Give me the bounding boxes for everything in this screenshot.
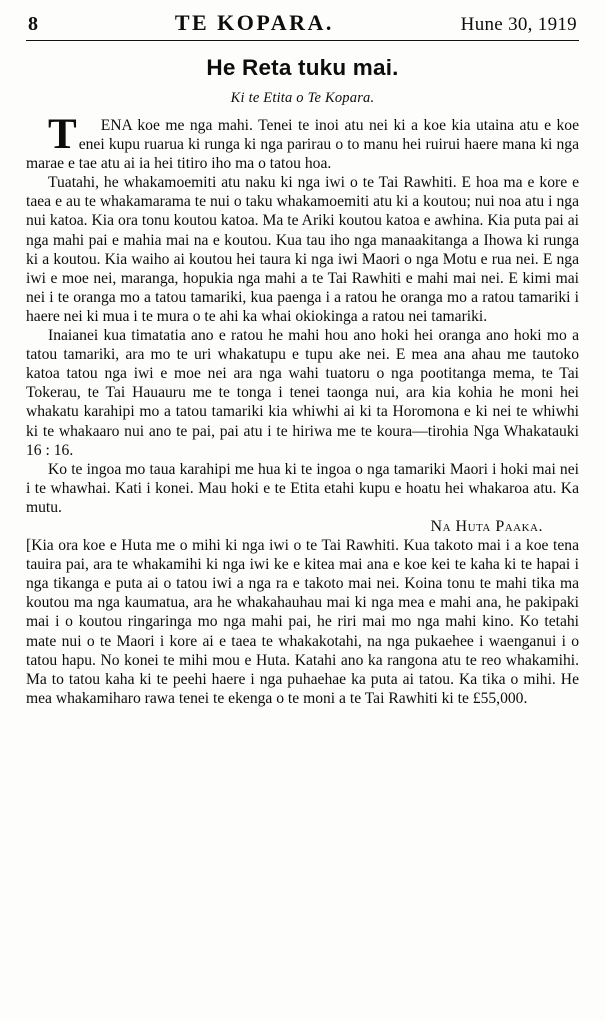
- drop-cap: T: [48, 111, 77, 158]
- paragraph-3: Inaianei kua timatatia ano e ratou he mahi hou ano hoki hei oranga ano hoki mo a tatou tamariki, ara mo te uri whakatupu e tupu ake nei. E mea ana ahau me tautoko katoa tatou nga iwi e moe nei ara nga wahi tuatoru o nga pootitanga mema, te Tai Tokerau, te Tai Hauauru me te tonga i tenei taonga nui, ara kia kohia he moni hei whakatu karahipi mo a tatou tamariki kia whiwhi ai ki ta Horomona e ki nei te whiwhi ki te whakaaro nui ano te pai, pai atu i te hiriwa me te koura—tirohia Nga Whakatauki 16 : 16.: [26, 327, 579, 459]
- page-number: 8: [28, 13, 38, 35]
- header-divider: [26, 40, 579, 41]
- publication-title: TE KOPARA.: [174, 10, 334, 35]
- article-subhead: Ki te Etita o Te Kopara.: [230, 90, 375, 106]
- article-signature: Na Huta Paaka.: [430, 517, 543, 535]
- paragraph-4: Ko te ingoa mo taua karahipi me hua ki te ingoa o nga tamariki Maori i hoki mai nei i te whawhai. Kati i konei. Mau hoki e te Etita etahi kupu e hoatu hei whakaroa atu. Ka mutu.: [26, 460, 579, 516]
- paragraph-2: Tuatahi, he whakamoemiti atu naku ki nga iwi o te Tai Rawhiti. E hoa ma e kore e taea e au te whakamarama te nui o taku whakamoemiti atu ki a koutou; nui noa atu i nga nui katoa. Kia ora tonu koutou katoa. Ma te Ariki koutou katoa e awhina. Kia puta pai ai nga mahi pai e mahia mai na e koutou. Kua tau iho nga manaakitanga a Ihowa ki runga ki a koutou. Kia waiho ai koutou hei taura ki nga iwi Maori o nga Motu e rua nei. E nga iwi e moe nei, maranga, hopukia nga mahi a te Tai Rawhiti e mahi mai nei. E kimi mai nei i te oranga mo a tatou tamariki, kua paenga i a ratou he oranga mo a ratou tamariki i haere nei ki mua i te mura o te ahi ka whai okiokinga a ratou nei tamariki.: [26, 174, 579, 325]
- running-head: [26, 8, 579, 36]
- article-body: [26, 111, 579, 708]
- article-headline: He Reta tuku mai.: [206, 55, 399, 80]
- paragraph-1-text: ENA koe me nga mahi. Tenei te inoi atu nei ki a koe kia utaina atu e koe enei kupu ruarua ki runga ki nga parirau o to manu hei ruirui haere mana ki nga marae e tae atu ai ia hei titiro iho ma o tatou hoa.: [26, 117, 579, 173]
- paragraph-1: [26, 111, 579, 173]
- issue-date: Hune 30, 1919: [460, 14, 577, 35]
- editor-note: [Kia ora koe e Huta me o mihi ki nga iwi o te Tai Rawhiti. Kua takoto mai i a koe tena tauira pai, ara te whakamihi ki nga iwi ke e kitea mai ana e koe kei te kaha ki te hapai i nga tikanga e puta ai o tatou iwi a nga ra e takoto mai nei. Koina tonu te mahi tika ma koutou ma nga kaumatua, ara he whakahauhau mai ki nga mea e mahi ana, he pakipaki mai i o koutou ringaringa mo nga mahi pai, he riri mai mo nga mahi kino. Ko tetahi mate nui o te Maori i kore ai e taea te whakakotahi, na nga pukaehee i waenganui i o tatou hapu. No konei te mihi mou e Huta. Katahi ano ka rangona atu te reo whakamihi. Ma to tatou kaha ki te peehi haere i nga puhaehae ka puta ai tatou. Ka tika o mihi. He mea whakamiharo rawa tenei te ekenga o te moni a te Tai Rawhiti ki te £55,000.: [26, 537, 579, 707]
